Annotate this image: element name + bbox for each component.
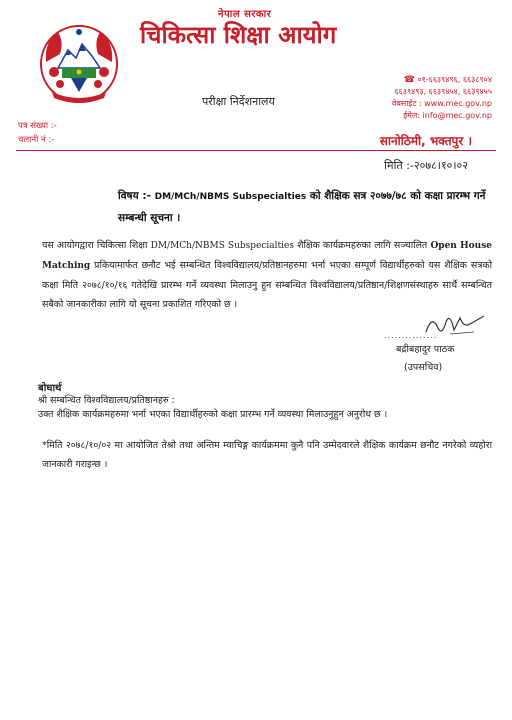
- footnote: *मिति २०७८/१०/०२ मा आयोजित तेश्रो तथा अन्तिम म्याचिङ्ग कार्यक्रममा कुनै पनि उम्मेदवारले शैक्षिक कार्यक्रम छनौट नगरेको व्यहोरा जानकारी गराइन्छ ।: [42, 440, 492, 470]
- government-name: नेपाल सरकार: [218, 9, 272, 20]
- department-name: परीक्षा निर्देशनालय: [202, 95, 275, 108]
- body-paragraph: [42, 236, 492, 314]
- website[interactable]: वेबसाईट : www.mec.gov.np: [391, 99, 492, 108]
- organization-name: चिकित्सा शिक्षा आयोग: [140, 21, 337, 49]
- bodharth-heading: बोधार्थ: [38, 383, 62, 394]
- body-part-2: शैक्षिक कार्यक्रमहरुका लागि सञ्चालित: [293, 240, 431, 251]
- letter-date: मिति :-२०७८।१०।०२: [384, 159, 468, 172]
- subject-prefix: विषय :-: [118, 190, 155, 202]
- phone-line-1: [404, 74, 492, 85]
- bodharth-request: उक्त शैक्षिक कार्यक्रमहरुमा भर्ना भएका विद्यार्थीहरुको कक्षा प्रारम्भ गर्ने व्यवस्था मिलाउनुहुन अनुरोध छ ।: [38, 409, 388, 420]
- signer-title: (उपसचिव): [404, 362, 443, 373]
- header-divider: [16, 150, 496, 151]
- subject-line: [118, 186, 488, 229]
- signer-name: बद्रीबहादुर पाठक: [396, 344, 455, 355]
- phone-line-2: ६६३९४९३, ६६३९४५४, ६६३९४५५: [394, 87, 492, 96]
- dispatch-number-label: चलानी नं :-: [18, 135, 55, 145]
- address: सानोठिमी, भक्तपुर ।: [379, 134, 472, 148]
- reference-number-label: पत्र संख्या :-: [18, 121, 57, 131]
- signature-line: ...............: [384, 331, 438, 340]
- nepal-emblem-icon: [38, 22, 120, 106]
- phone-numbers-1: ०१-६६३९४९६, ६६३८९०४: [417, 75, 492, 84]
- phone-icon: ☎: [403, 75, 415, 85]
- body-part-1: यस आयोगद्वारा चिकित्सा शिक्षा: [42, 240, 151, 251]
- bodharth-recipient: श्री सम्बन्धित विश्वविद्यालय/प्रतिष्ठानहरु :: [38, 395, 175, 406]
- body-part-3: प्रकियामार्फत छनौट भई सम्बन्धित विश्वविद्यालय/प्रतिष्ठानहरुमा भर्ना भएका सम्पूर्ण विद्यार्थीहरुको यस शैक्षिक सत्रको कक्षा मिति २०७८/१०/१६ गतेदेखि प्रारम्भ गर्ने व्यवस्था मिलाउनु हुन सम्बन्धित विश्वविद्यालय/प्रतिष्ठान/शिक्षणसंस्थाहरु सार्थै सम्बन्धित सबैको जानकारीका लागि यो सूचना प्रकाशित गरिएको छ ।: [42, 260, 492, 310]
- email[interactable]: ईमेल: info@mec.gov.np: [403, 111, 492, 120]
- subject-program: DM/MCh/NBMS Subspecialties: [154, 192, 307, 202]
- body-program: DM/MCh/NBMS Subspecialties: [150, 241, 294, 251]
- body-matching: Open House Matching: [42, 241, 492, 271]
- subject-text: को शैक्षिक सत्र २०७७/७८ को कक्षा प्रारम्भ गर्ने सम्बन्धी सूचना ।: [118, 190, 486, 224]
